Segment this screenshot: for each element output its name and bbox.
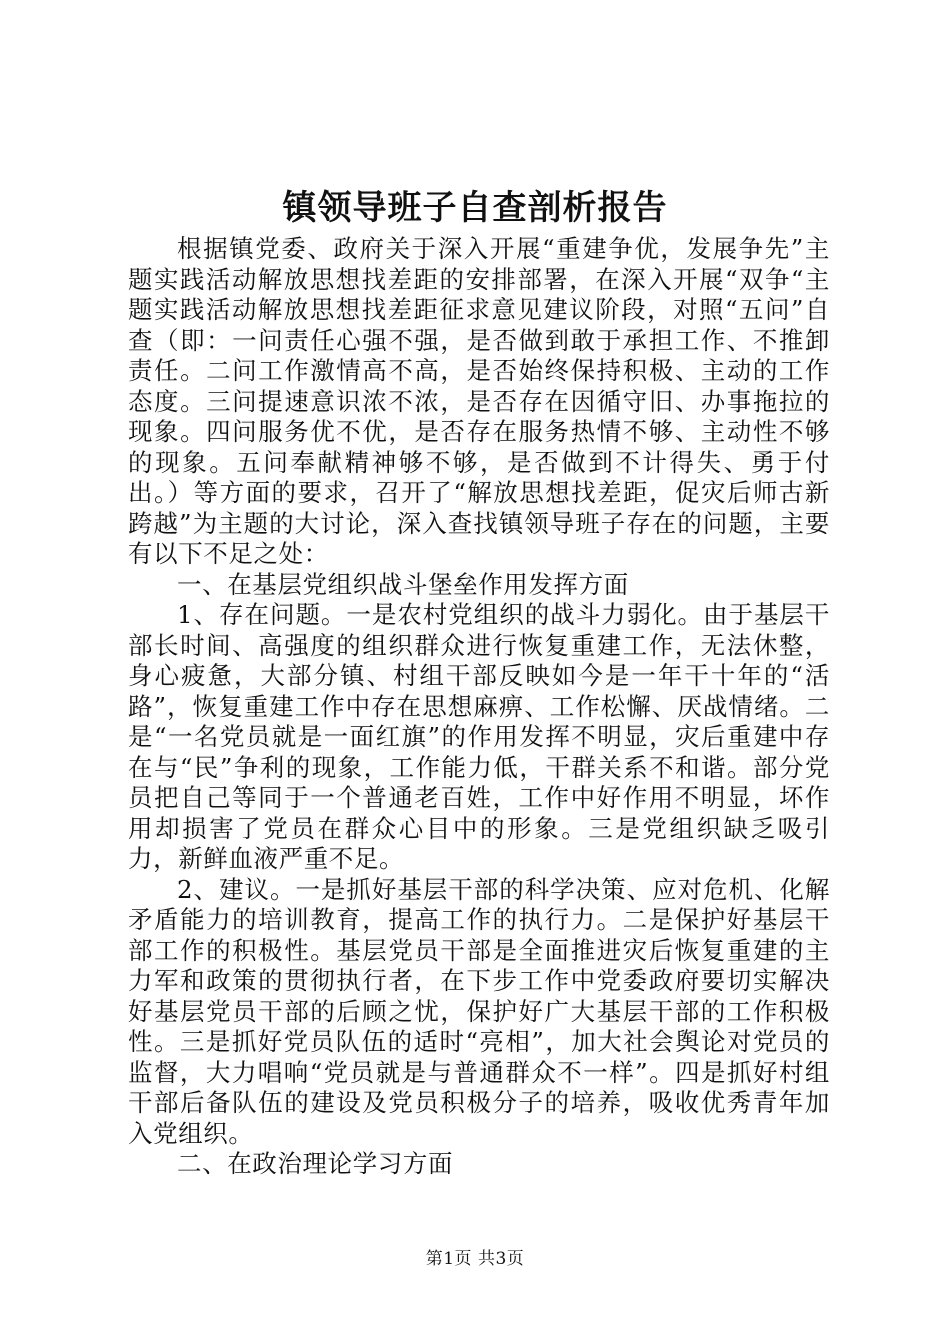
intro-paragraph: 根据镇党委、政府关于深入开展“重建争优，发展争先”主题实践活动解放思想找差距的安排部署，在深入开展“双争“主题实践活动解放思想找差距征求意见建议阶段，对照“五问”自查（即：一问责任心强不强，是否做到敢于承担工作、不推卸责任。二问工作激情高不高，是否始终保持积极、主动的工作态度。三问提速意识浓不浓，是否存在因循守旧、办事拖拉的现象。四问服务优不优，是否存在服务热情不够、主动性不够的现象。五问奉献精神够不够，是否做到不计得失、勇于付出。）等方面的要求，召开了“解放思想找差距，促灾后师古新跨越”为主题的大讨论，深入查找镇领导班子存在的问题，主要有以下不足之处：	[128, 234, 830, 568]
document-body	[128, 234, 830, 1180]
suggestions-paragraph: 2、建议。一是抓好基层干部的科学决策、应对危机、化解矛盾能力的培训教育，提高工作的执行力。二是保护好基层干部工作的积极性。基层党员干部是全面推进灾后恢复重建的主力军和政策的贯彻执行者，在下步工作中党委政府要切实解决好基层党员干部的后顾之忧，保护好广大基层干部的工作积极性。三是抓好党员队伍的适时“亮相”，加大社会舆论对党员的监督，大力唱响“党员就是与普通群众不一样”。四是抓好村组干部后备队伍的建设及党员积极分子的培养，吸收优秀青年加入党组织。	[128, 874, 830, 1148]
section-heading-2: 二、在政治理论学习方面	[177, 1149, 454, 1178]
document-title: 镇领导班子自查剖析报告	[282, 188, 668, 228]
page-number-footer: 第1页 共3页	[425, 1249, 525, 1269]
section-heading-1: 一、在基层党组织战斗堡垒作用发挥方面	[177, 569, 629, 599]
problems-paragraph: 1、存在问题。一是农村党组织的战斗力弱化。由于基层干部长时间、高强度的组织群众进行恢复重建工作，无法休整，身心疲惫，大部分镇、村组干部反映如今是一年干十年的“活路”，恢复重建工作中存在思想麻痹、工作松懈、厌战情绪。二是“一名党员就是一面红旗”的作用发挥不明显，灾后重建中存在与“民”争利的现象，工作能力低，干群关系不和谐。部分党员把自己等同于一个普通老百姓，工作中好作用不明显，坏作用却损害了党员在群众心目中的形象。三是党组织缺乏吸引力，新鲜血液严重不足。	[128, 600, 830, 873]
